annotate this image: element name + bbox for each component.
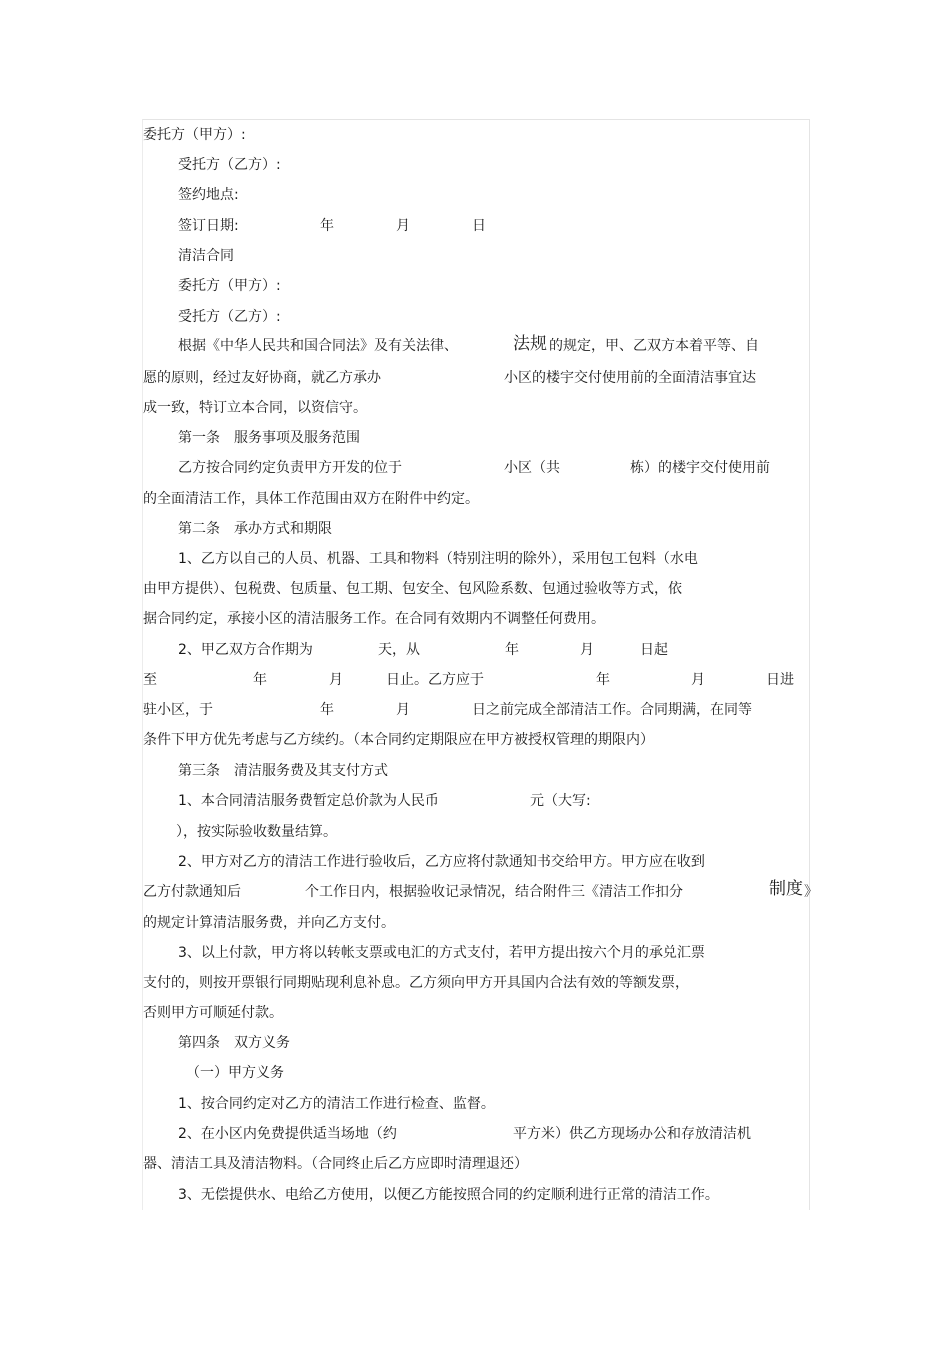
text-line: 的全面清洁工作，具体工作范围由双方在附件中约定。 xyxy=(143,491,479,507)
text-line: 年 xyxy=(596,672,610,688)
text-line: 年 xyxy=(320,702,334,718)
text-line: 委托方（甲方）: xyxy=(178,278,281,294)
text-line: 元（大写: xyxy=(530,793,591,809)
text-line: 年 xyxy=(320,218,334,234)
text-line: 1、本合同清洁服务费暂定总价款为人民币 xyxy=(178,793,439,809)
text-line: 月 xyxy=(580,642,594,658)
section-heading: 第二条 承办方式和期限 xyxy=(178,521,332,537)
text-line: 的规定，甲、乙双方本着平等、自 xyxy=(549,338,759,354)
text-line: 由甲方提供）、包税费、包质量、包工期、包安全、包风险系数、包通过验收等方式，依 xyxy=(143,581,682,597)
text-line: 日止。乙方应于 xyxy=(386,672,484,688)
text-line: 月 xyxy=(691,672,705,688)
text-line: 2、甲方对乙方的清洁工作进行验收后，乙方应将付款通知书交给甲方。甲方应在收到 xyxy=(178,854,705,870)
text-line: 年 xyxy=(505,642,519,658)
text-line: 器、清洁工具及清洁物料。（合同终止后乙方应即时清理退还） xyxy=(143,1156,528,1172)
text-line: 日进 xyxy=(766,672,794,688)
text-line: 月 xyxy=(396,218,410,234)
text-line: 2、甲乙双方合作期为 xyxy=(178,642,313,658)
text-line: 》 xyxy=(804,884,818,900)
text-line: 月 xyxy=(329,672,343,688)
text-line: 日 xyxy=(472,218,486,234)
section-heading: 第三条 清洁服务费及其支付方式 xyxy=(178,763,388,779)
text-line: 驻小区，于 xyxy=(143,702,213,718)
text-line: 1、按合同约定对乙方的清洁工作进行检查、监督。 xyxy=(178,1096,495,1112)
text-line: 受托方（乙方）: xyxy=(178,309,281,325)
text-line: 至 xyxy=(143,672,157,688)
text-line: 支付的，则按开票银行同期贴现利息补息。乙方须向甲方开具国内合法有效的等额发票， xyxy=(143,975,689,991)
text-line: 小区（共 xyxy=(504,460,560,476)
text-line: 平方米）供乙方现场办公和存放清洁机 xyxy=(513,1126,751,1142)
section-heading: 第四条 双方义务 xyxy=(178,1035,290,1051)
text-line: 据合同约定，承接小区的清洁服务工作。在合同有效期内不调整任何费用。 xyxy=(143,611,605,627)
text-line: 日起 xyxy=(640,642,668,658)
text-line: 委托方（甲方）: xyxy=(143,127,246,143)
text-line: 签订日期: xyxy=(178,218,239,234)
text-line: 3、无偿提供水、电给乙方使用，以便乙方能按照合同的约定顺利进行正常的清洁工作。 xyxy=(178,1187,719,1203)
document-title: 清洁合同 xyxy=(178,248,234,264)
text-line: 3、以上付款，甲方将以转帐支票或电汇的方式支付，若甲方提出按六个月的承兑汇票 xyxy=(178,945,705,961)
text-line: 天，从 xyxy=(378,642,420,658)
text-line: 1、乙方以自己的人员、机器、工具和物料（特别注明的除外），采用包工包料（水电 xyxy=(178,551,698,567)
text-line: 栋）的楼宇交付使用前 xyxy=(630,460,770,476)
text-line: 月 xyxy=(396,702,410,718)
text-line: ），按实际验收数量结算。 xyxy=(176,824,337,840)
text-line: 乙方付款通知后 xyxy=(143,884,241,900)
text-line: 否则甲方可顺延付款。 xyxy=(143,1005,283,1021)
section-heading: 第一条 服务事项及服务范围 xyxy=(178,430,360,446)
text-line: 制度 xyxy=(769,879,803,899)
text-line: 受托方（乙方）: xyxy=(178,157,281,173)
text-line: 法规 xyxy=(513,334,547,354)
text-line: 根据《中华人民共和国合同法》及有关法律、 xyxy=(178,338,458,354)
text-line: 的规定计算清洁服务费，并向乙方支付。 xyxy=(143,915,395,931)
text-line: 成一致，特订立本合同，以资信守。 xyxy=(143,400,367,416)
sub-heading: （一）甲方义务 xyxy=(186,1065,284,1081)
text-line: 小区的楼宇交付使用前的全面清洁事宜达 xyxy=(504,370,756,386)
text-line: 个工作日内，根据验收记录情况，结合附件三《清洁工作扣分 xyxy=(305,884,683,900)
text-line: 年 xyxy=(253,672,267,688)
text-line: 2、在小区内免费提供适当场地（约 xyxy=(178,1126,397,1142)
text-line: 签约地点: xyxy=(178,187,239,203)
text-line: 条件下甲方优先考虑与乙方续约。（本合同约定期限应在甲方被授权管理的期限内） xyxy=(143,732,654,748)
text-line: 愿的原则，经过友好协商，就乙方承办 xyxy=(143,370,381,386)
text-line: 日之前完成全部清洁工作。合同期满，在同等 xyxy=(472,702,752,718)
text-line: 乙方按合同约定负责甲方开发的位于 xyxy=(178,460,402,476)
